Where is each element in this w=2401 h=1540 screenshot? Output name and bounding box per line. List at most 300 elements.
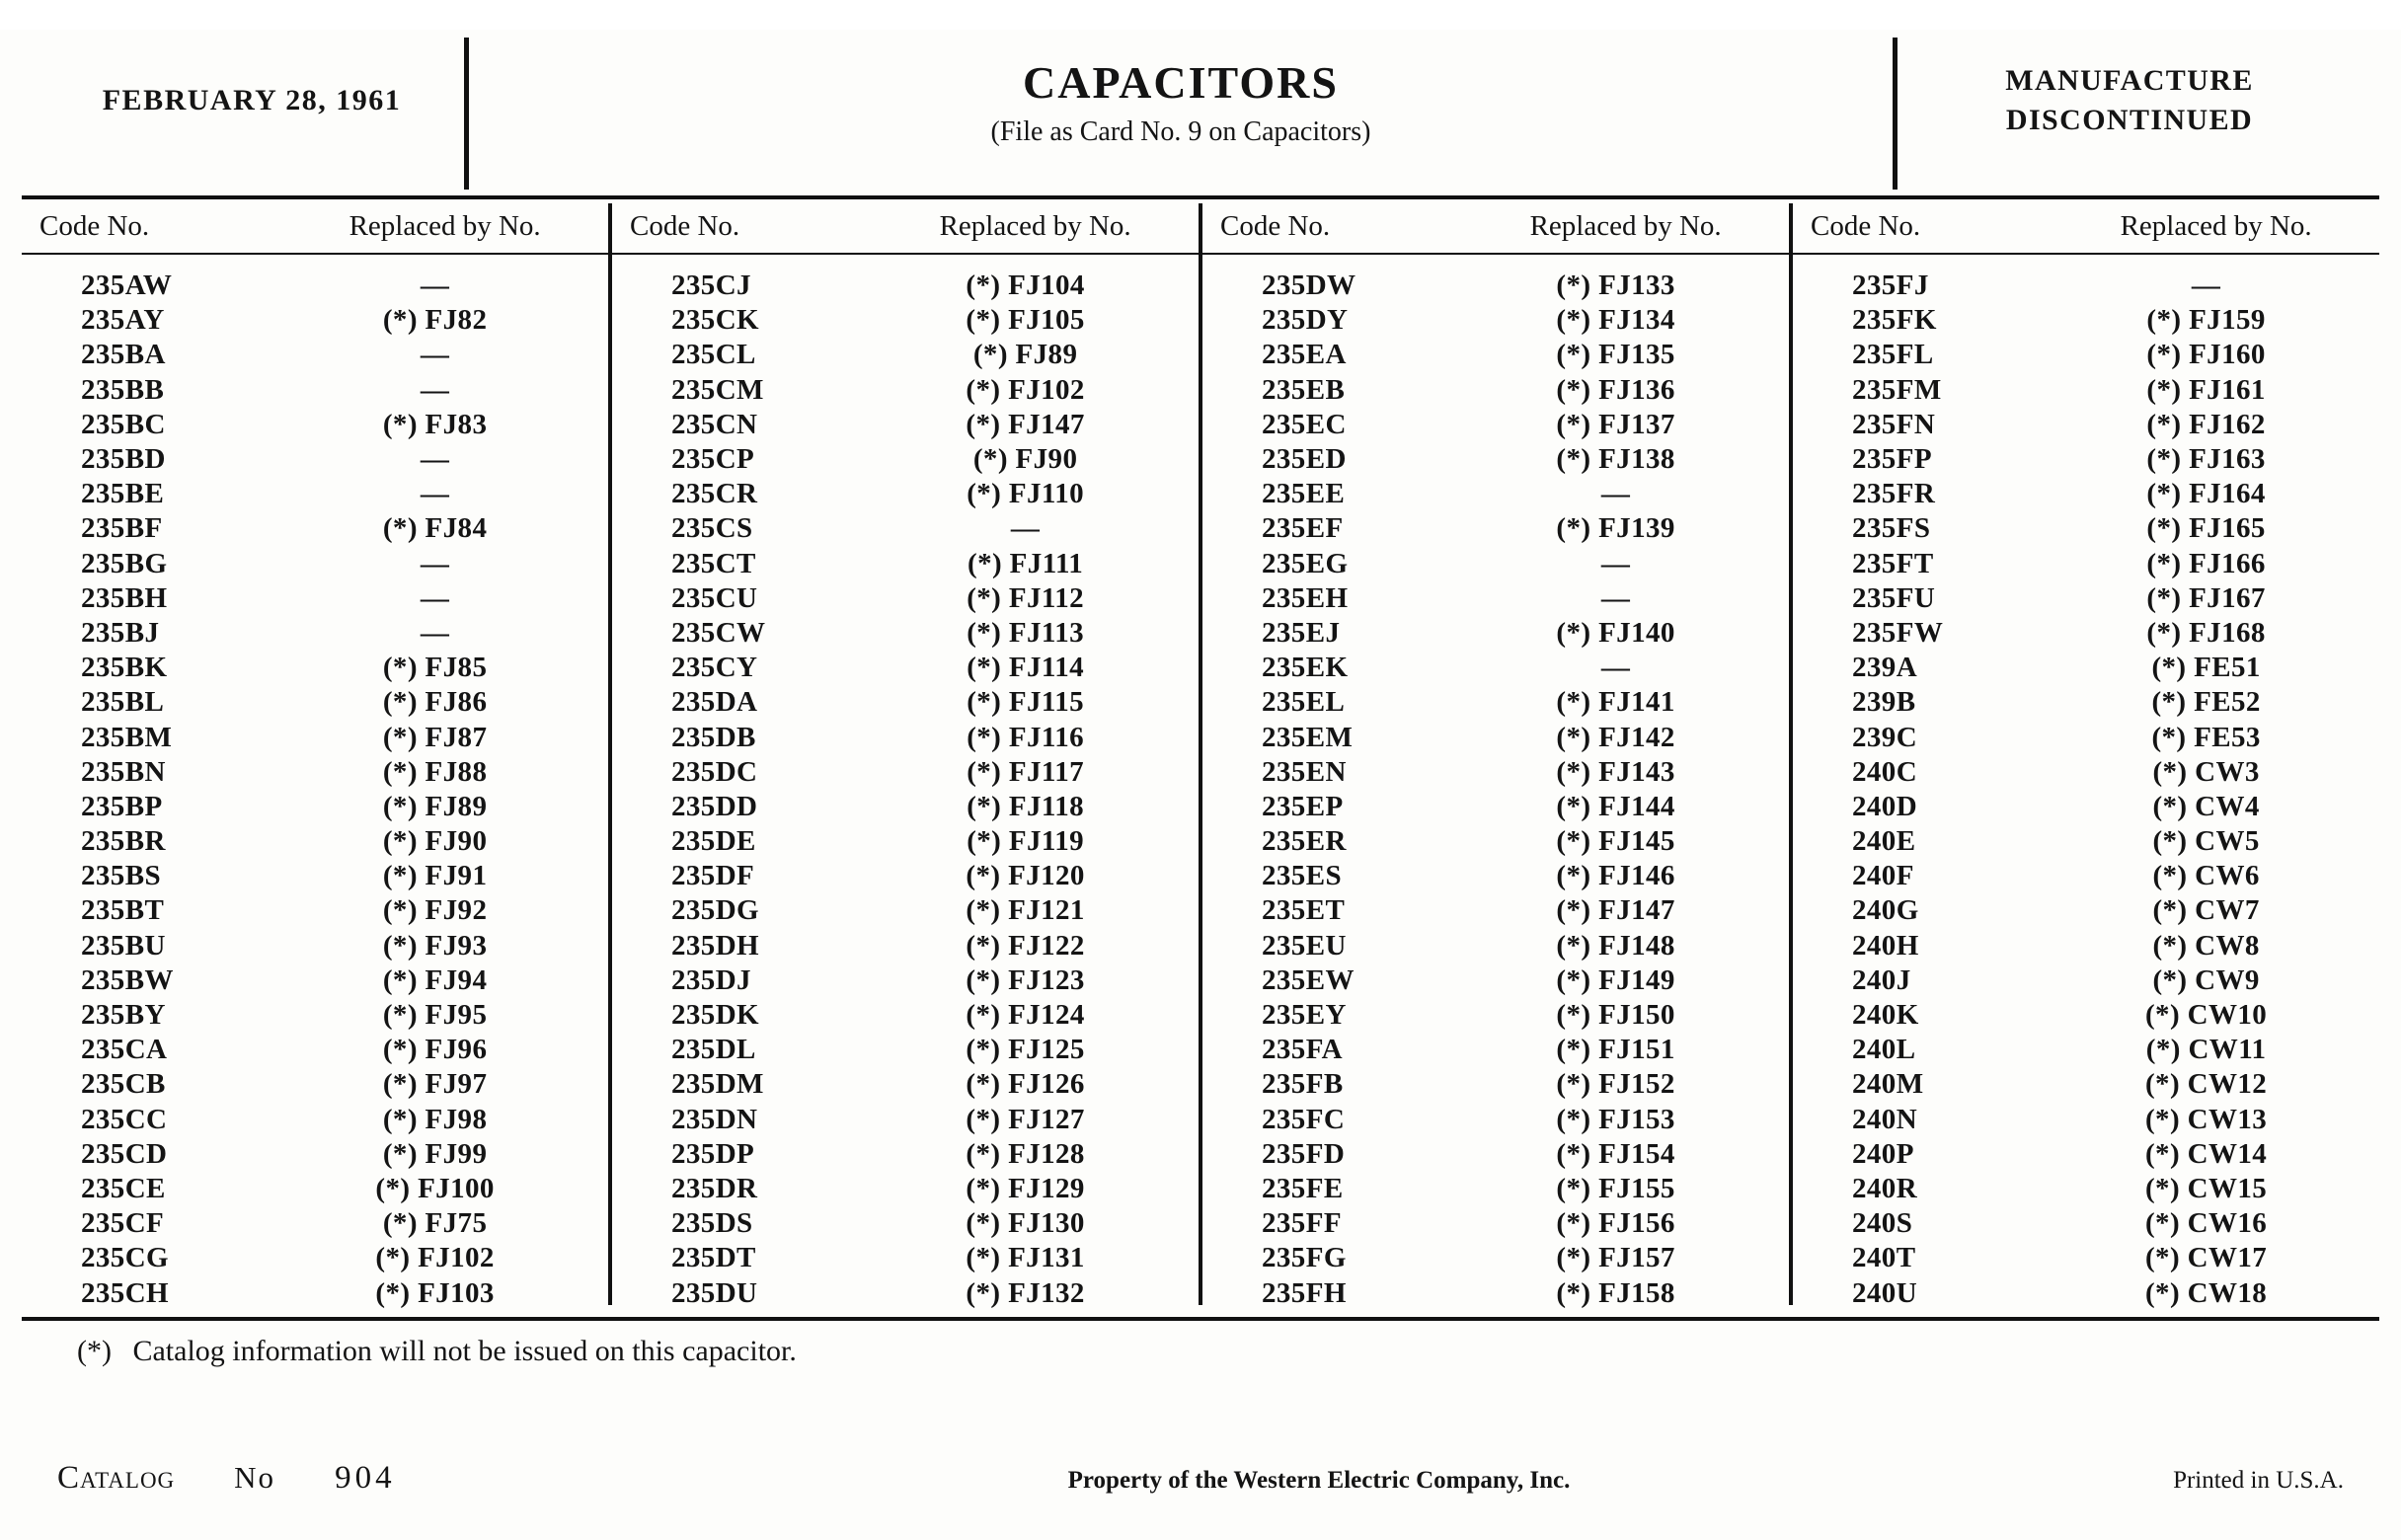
- cell-replaced-by-no: (*) FJ97: [382, 1068, 488, 1101]
- code-table: [22, 199, 2379, 1311]
- cell-code-no: 240E: [1852, 825, 1916, 858]
- cell-code-no: 235ES: [1262, 860, 1342, 892]
- cell-replaced-by-no: (*) FJ90: [382, 825, 488, 858]
- cell-code-no: 235CU: [671, 581, 758, 614]
- cell-code-no: 235FG: [1262, 1242, 1347, 1274]
- footnote-marker: (*): [77, 1334, 112, 1367]
- cell-replaced-by-no: (*) FJ137: [1556, 408, 1675, 440]
- cell-replaced-by-no: (*) CW7: [2152, 894, 2260, 927]
- cell-replaced-by-no: (*) CW14: [2145, 1137, 2268, 1170]
- table-row: [1793, 893, 2379, 928]
- table-row: [22, 1067, 608, 1102]
- table-row: [1202, 651, 1789, 685]
- cell-code-no: 235BB: [81, 373, 165, 406]
- column-header-replaced: Replaced by No.: [2120, 209, 2312, 242]
- page-subtitle: (File as Card No. 9 on Capacitors): [990, 116, 1371, 147]
- cell-code-no: 235BA: [81, 339, 166, 371]
- cell-replaced-by-no: (*) FJ84: [382, 512, 488, 545]
- cell-replaced-by-no: (*) FJ164: [2146, 478, 2266, 510]
- table-row: [612, 790, 1199, 824]
- table-row: [1202, 1275, 1789, 1310]
- cell-code-no: 235CC: [81, 1103, 168, 1135]
- cell-replaced-by-no: (*) FJ132: [966, 1276, 1085, 1309]
- column-header-code: Code No.: [630, 209, 740, 242]
- property-notice: Property of the Western Electric Company, Inc.: [1067, 1467, 1571, 1494]
- table-row: [612, 442, 1199, 477]
- cell-code-no: 235FW: [1852, 616, 1944, 649]
- cell-code-no: 235EN: [1262, 755, 1347, 788]
- cell-replaced-by-no: (*) FJ120: [966, 860, 1085, 892]
- cell-replaced-by-no: (*) CW16: [2145, 1207, 2268, 1240]
- cell-code-no: 240J: [1852, 963, 1911, 996]
- cell-replaced-by-no: (*) FJ75: [382, 1207, 488, 1240]
- table-row: [22, 1033, 608, 1067]
- table-row: [612, 1137, 1199, 1172]
- cell-replaced-by-no: (*) CW6: [2152, 860, 2260, 892]
- cell-replaced-by-no: (*) FJ144: [1556, 790, 1675, 822]
- cell-code-no: 235FD: [1262, 1137, 1346, 1170]
- cell-code-no: 235CB: [81, 1068, 166, 1101]
- table-row: [1202, 1103, 1789, 1137]
- catalog-number: 904: [335, 1460, 396, 1496]
- cell-code-no: 239A: [1852, 652, 1918, 684]
- table-row: [612, 1103, 1199, 1137]
- table-row: [1202, 373, 1789, 408]
- table-row: [1793, 616, 2379, 651]
- table-row: [612, 755, 1199, 790]
- table-row: [22, 893, 608, 928]
- cell-code-no: 240S: [1852, 1207, 1913, 1240]
- table-row: [612, 1275, 1199, 1310]
- cell-code-no: 235DY: [1262, 304, 1349, 337]
- table-row: [1793, 859, 2379, 893]
- table-row: [1202, 442, 1789, 477]
- table-row: [612, 824, 1199, 859]
- table-row: [22, 998, 608, 1033]
- cell-replaced-by-no: (*) FJ123: [966, 963, 1085, 996]
- cell-code-no: 235DC: [671, 755, 758, 788]
- cell-code-no: 235BK: [81, 652, 168, 684]
- cell-replaced-by-no: (*) FJ87: [382, 721, 488, 753]
- table-row: [612, 547, 1199, 581]
- cell-replaced-by-no: (*) FJ93: [382, 929, 488, 962]
- cell-code-no: 235EL: [1262, 686, 1346, 719]
- cell-code-no: 235FE: [1262, 1172, 1344, 1204]
- cell-code-no: 235DS: [671, 1207, 753, 1240]
- cell-code-no: 235AY: [81, 304, 165, 337]
- cell-replaced-by-no: (*) FJ113: [967, 616, 1084, 649]
- cell-code-no: 235EE: [1262, 478, 1346, 510]
- cell-code-no: 235CJ: [671, 270, 751, 302]
- table-row: [1202, 720, 1789, 754]
- cell-code-no: 235ET: [1262, 894, 1346, 927]
- table-row: [1202, 616, 1789, 651]
- cell-code-no: 235CH: [81, 1276, 169, 1309]
- cell-replaced-by-no: (*) FJ138: [1556, 443, 1675, 476]
- cell-replaced-by-no: (*) FJ159: [2146, 304, 2266, 337]
- cell-replaced-by-no: (*) FJ102: [375, 1242, 495, 1274]
- table-row: [1202, 1067, 1789, 1102]
- cell-replaced-by-no: (*) FJ99: [382, 1137, 488, 1170]
- column-header-2: [612, 199, 1199, 253]
- table-row: [612, 963, 1199, 998]
- cell-replaced-by-no: (*) FJ110: [967, 478, 1084, 510]
- card-header: [39, 30, 2362, 195]
- table-row: [1202, 929, 1789, 963]
- table-row: [22, 1137, 608, 1172]
- table-row: [22, 338, 608, 372]
- table-row: [22, 1241, 608, 1275]
- table-row: [1793, 408, 2379, 442]
- cell-code-no: 235EF: [1262, 512, 1344, 545]
- table-row: [1793, 303, 2379, 338]
- cell-code-no: 235FH: [1262, 1276, 1347, 1309]
- table-row: [1793, 1103, 2379, 1137]
- cell-replaced-by-no: (*) FJ166: [2146, 547, 2266, 579]
- status-line-2: DISCONTINUED: [2005, 104, 2254, 136]
- cell-replaced-by-no: (*) FJ168: [2146, 616, 2266, 649]
- cell-code-no: 240H: [1852, 929, 1919, 962]
- cell-replaced-by-no: (*) FJ124: [966, 999, 1085, 1032]
- column-header-code: Code No.: [1811, 209, 1921, 242]
- cell-replaced-by-no: (*) FJ104: [966, 270, 1085, 302]
- table-row: [22, 442, 608, 477]
- cell-code-no: 235CS: [671, 512, 753, 545]
- table-row: [612, 859, 1199, 893]
- cell-code-no: 235FM: [1852, 373, 1942, 406]
- column-rows-4: [1793, 255, 2379, 1311]
- cell-code-no: 235FR: [1852, 478, 1936, 510]
- cell-code-no: 235DM: [671, 1068, 764, 1101]
- card-footer: [0, 1460, 2401, 1497]
- cell-code-no: 235EK: [1262, 652, 1349, 684]
- cell-replaced-by-no: (*) FE52: [2151, 686, 2261, 719]
- table-row: [1202, 963, 1789, 998]
- cell-code-no: 235EC: [1262, 408, 1347, 440]
- cell-code-no: 235CF: [81, 1207, 165, 1240]
- cell-code-no: 235BN: [81, 755, 166, 788]
- cell-code-no: 235FL: [1852, 339, 1934, 371]
- cell-replaced-by-no: (*) FJ125: [966, 1034, 1085, 1066]
- cell-replaced-by-no: (*) FJ105: [966, 304, 1085, 337]
- cell-code-no: 235BG: [81, 547, 168, 579]
- cell-replaced-by-no: (*) FJ98: [382, 1103, 488, 1135]
- cell-code-no: 235BU: [81, 929, 166, 962]
- cell-replaced-by-no: (*) FJ162: [2146, 408, 2266, 440]
- table-row: [1793, 511, 2379, 546]
- table-row: [22, 720, 608, 754]
- cell-replaced-by-no: (*) FJ158: [1556, 1276, 1675, 1309]
- cell-code-no: 235DG: [671, 894, 759, 927]
- table-row: [1793, 373, 2379, 408]
- cell-replaced-by-no: (*) FJ115: [967, 686, 1084, 719]
- cell-code-no: 235FP: [1852, 443, 1932, 476]
- cell-replaced-by-no: (*) CW8: [2152, 929, 2260, 962]
- cell-code-no: 235CP: [671, 443, 755, 476]
- cell-replaced-by-no: —: [420, 339, 450, 371]
- cell-code-no: 235FN: [1852, 408, 1936, 440]
- cell-replaced-by-no: (*) FJ102: [966, 373, 1085, 406]
- cell-code-no: 235EM: [1262, 721, 1354, 753]
- table-row: [1202, 824, 1789, 859]
- cell-code-no: 235CD: [81, 1137, 168, 1170]
- table-row: [1793, 998, 2379, 1033]
- cell-code-no: 235DF: [671, 860, 755, 892]
- cell-replaced-by-no: —: [2191, 270, 2221, 302]
- cell-code-no: 235FK: [1852, 304, 1937, 337]
- cell-replaced-by-no: (*) FJ131: [966, 1242, 1085, 1274]
- table-row: [1202, 511, 1789, 546]
- catalog-card-page: [0, 30, 2401, 1540]
- cell-replaced-by-no: (*) FE51: [2151, 652, 2261, 684]
- cell-code-no: 235CY: [671, 652, 758, 684]
- cell-replaced-by-no: (*) FJ121: [966, 894, 1085, 927]
- cell-code-no: 240K: [1852, 999, 1919, 1032]
- table-row: [22, 1172, 608, 1206]
- table-row: [22, 651, 608, 685]
- cell-replaced-by-no: (*) FJ152: [1556, 1068, 1675, 1101]
- column-header-1: [22, 199, 608, 253]
- cell-replaced-by-no: (*) CW15: [2145, 1172, 2268, 1204]
- table-row: [22, 511, 608, 546]
- cell-replaced-by-no: (*) FJ103: [375, 1276, 495, 1309]
- cell-code-no: 235CK: [671, 304, 759, 337]
- table-row: [1793, 269, 2379, 303]
- cell-code-no: 235DN: [671, 1103, 758, 1135]
- cell-code-no: 235DE: [671, 825, 756, 858]
- table-row: [1202, 1172, 1789, 1206]
- cell-code-no: 235FF: [1262, 1207, 1342, 1240]
- cell-replaced-by-no: (*) FJ85: [382, 652, 488, 684]
- cell-code-no: 235BD: [81, 443, 166, 476]
- footnote: [22, 1335, 2379, 1368]
- cell-code-no: 240G: [1852, 894, 1919, 927]
- table-row: [22, 929, 608, 963]
- cell-replaced-by-no: (*) FJ111: [968, 547, 1084, 579]
- table-bottom-rule: [22, 1317, 2379, 1321]
- cell-code-no: 235CL: [671, 339, 756, 371]
- table-row: [612, 338, 1199, 372]
- cell-code-no: 235DJ: [671, 963, 751, 996]
- cell-code-no: 235DK: [671, 999, 759, 1032]
- cell-replaced-by-no: —: [420, 478, 450, 510]
- table-row: [1793, 685, 2379, 720]
- cell-replaced-by-no: (*) FJ90: [972, 443, 1078, 476]
- cell-code-no: 240L: [1852, 1034, 1916, 1066]
- cell-code-no: 235BR: [81, 825, 166, 858]
- cell-code-no: 235CM: [671, 373, 764, 406]
- cell-replaced-by-no: —: [1600, 581, 1631, 614]
- cell-replaced-by-no: —: [420, 270, 450, 302]
- cell-code-no: 235CW: [671, 616, 766, 649]
- cell-code-no: 235AW: [81, 270, 173, 302]
- table-row: [612, 408, 1199, 442]
- table-row: [22, 859, 608, 893]
- table-row: [22, 616, 608, 651]
- table-row: [1202, 1033, 1789, 1067]
- cell-code-no: 235CE: [81, 1172, 166, 1204]
- table-row: [1202, 998, 1789, 1033]
- table-row: [612, 893, 1199, 928]
- table-row: [22, 581, 608, 616]
- cell-replaced-by-no: (*) FJ145: [1556, 825, 1675, 858]
- printed-notice: Printed in U.S.A.: [2173, 1467, 2344, 1494]
- cell-replaced-by-no: (*) FJ118: [967, 790, 1084, 822]
- table-row: [22, 1206, 608, 1241]
- cell-code-no: 235FJ: [1852, 270, 1929, 302]
- table-row: [612, 1241, 1199, 1275]
- cell-replaced-by-no: (*) FJ91: [382, 860, 488, 892]
- table-row: [612, 303, 1199, 338]
- column-rows-3: [1202, 255, 1789, 1311]
- cell-replaced-by-no: (*) FJ128: [966, 1137, 1085, 1170]
- table-row: [1202, 790, 1789, 824]
- table-row: [612, 269, 1199, 303]
- cell-code-no: 235CG: [81, 1242, 169, 1274]
- table-row: [1793, 824, 2379, 859]
- cell-code-no: 235BP: [81, 790, 163, 822]
- table-row: [612, 929, 1199, 963]
- table-row: [1202, 477, 1789, 511]
- table-row: [1793, 651, 2379, 685]
- table-row: [22, 685, 608, 720]
- cell-code-no: 240C: [1852, 755, 1918, 788]
- table-row: [22, 408, 608, 442]
- status-line-1: MANUFACTURE: [2005, 63, 2254, 97]
- cell-code-no: 240M: [1852, 1068, 1924, 1101]
- cell-code-no: 235DT: [671, 1242, 756, 1274]
- table-row: [22, 303, 608, 338]
- cell-replaced-by-no: (*) FJ155: [1556, 1172, 1675, 1204]
- table-row: [1793, 547, 2379, 581]
- cell-replaced-by-no: (*) FJ122: [966, 929, 1085, 962]
- table-row: [612, 1067, 1199, 1102]
- cell-code-no: 235EY: [1262, 999, 1347, 1032]
- cell-replaced-by-no: (*) FJ151: [1556, 1034, 1675, 1066]
- table-row: [1202, 303, 1789, 338]
- table-row: [612, 651, 1199, 685]
- table-row: [22, 1103, 608, 1137]
- cell-replaced-by-no: (*) FJ167: [2146, 581, 2266, 614]
- table-row: [1793, 477, 2379, 511]
- cell-replaced-by-no: —: [420, 616, 450, 649]
- table-row: [1793, 929, 2379, 963]
- cell-code-no: 239B: [1852, 686, 1916, 719]
- table-row: [22, 1275, 608, 1310]
- cell-code-no: 235FC: [1262, 1103, 1346, 1135]
- table-column-4: [1793, 199, 2379, 1311]
- cell-replaced-by-no: (*) FJ96: [382, 1034, 488, 1066]
- cell-replaced-by-no: (*) FJ94: [382, 963, 488, 996]
- table-row: [1793, 1275, 2379, 1310]
- table-row: [1793, 581, 2379, 616]
- table-row: [1793, 1172, 2379, 1206]
- cell-replaced-by-no: (*) FJ154: [1556, 1137, 1675, 1170]
- table-row: [1202, 755, 1789, 790]
- cell-code-no: 235EW: [1262, 963, 1355, 996]
- table-row: [1202, 859, 1789, 893]
- cell-replaced-by-no: (*) FJ161: [2146, 373, 2266, 406]
- cell-replaced-by-no: (*) CW9: [2152, 963, 2260, 996]
- cell-replaced-by-no: (*) FJ157: [1556, 1242, 1675, 1274]
- cell-replaced-by-no: (*) FJ160: [2146, 339, 2266, 371]
- table-row: [612, 1206, 1199, 1241]
- table-row: [22, 547, 608, 581]
- cell-code-no: 235CT: [671, 547, 756, 579]
- cell-code-no: 240U: [1852, 1276, 1918, 1309]
- cell-replaced-by-no: (*) FJ83: [382, 408, 488, 440]
- table-row: [1202, 893, 1789, 928]
- table-row: [22, 790, 608, 824]
- table-row: [1202, 685, 1789, 720]
- cell-replaced-by-no: (*) FJ146: [1556, 860, 1675, 892]
- cell-replaced-by-no: (*) FJ139: [1556, 512, 1675, 545]
- table-row: [1793, 442, 2379, 477]
- cell-code-no: 235EG: [1262, 547, 1349, 579]
- column-header-code: Code No.: [39, 209, 150, 242]
- cell-code-no: 235DH: [671, 929, 759, 962]
- cell-replaced-by-no: (*) FJ126: [966, 1068, 1085, 1101]
- cell-code-no: 240F: [1852, 860, 1914, 892]
- cell-code-no: 235DD: [671, 790, 758, 822]
- table-row: [612, 616, 1199, 651]
- table-column-3: [1202, 199, 1789, 1311]
- cell-code-no: 235CA: [81, 1034, 168, 1066]
- column-header-replaced: Replaced by No.: [1529, 209, 1722, 242]
- cell-replaced-by-no: (*) CW4: [2152, 790, 2260, 822]
- column-header-4: [1793, 199, 2379, 253]
- column-header-replaced: Replaced by No.: [939, 209, 1131, 242]
- cell-replaced-by-no: (*) CW11: [2145, 1034, 2267, 1066]
- cell-replaced-by-no: (*) FJ136: [1556, 373, 1675, 406]
- page-title: CAPACITORS: [1023, 56, 1339, 108]
- cell-replaced-by-no: (*) FJ100: [375, 1172, 495, 1204]
- cell-code-no: 240P: [1852, 1137, 1914, 1170]
- cell-code-no: 235EU: [1262, 929, 1347, 962]
- cell-code-no: 240T: [1852, 1242, 1916, 1274]
- cell-replaced-by-no: (*) FJ140: [1556, 616, 1675, 649]
- issue-date: FEBRUARY 28, 1961: [102, 84, 402, 116]
- table-column-1: [22, 199, 608, 1311]
- cell-replaced-by-no: (*) FJ147: [1556, 894, 1675, 927]
- table-row: [1793, 963, 2379, 998]
- cell-replaced-by-no: (*) FJ88: [382, 755, 488, 788]
- cell-replaced-by-no: —: [1600, 478, 1631, 510]
- cell-replaced-by-no: (*) FJ150: [1556, 999, 1675, 1032]
- cell-replaced-by-no: —: [420, 547, 450, 579]
- cell-code-no: 235EP: [1262, 790, 1344, 822]
- cell-replaced-by-no: (*) FJ156: [1556, 1207, 1675, 1240]
- cell-code-no: 235ER: [1262, 825, 1347, 858]
- table-row: [22, 824, 608, 859]
- cell-replaced-by-no: (*) FJ114: [967, 652, 1084, 684]
- cell-code-no: 235DL: [671, 1034, 756, 1066]
- catalog-label: Catalog: [57, 1460, 176, 1496]
- table-row: [1793, 1137, 2379, 1172]
- catalog-no-label: No: [234, 1460, 276, 1495]
- cell-replaced-by-no: (*) FJ82: [382, 304, 488, 337]
- cell-replaced-by-no: —: [420, 443, 450, 476]
- table-row: [1793, 338, 2379, 372]
- cell-code-no: 235DB: [671, 721, 756, 753]
- cell-replaced-by-no: (*) FJ129: [966, 1172, 1085, 1204]
- cell-code-no: 235BM: [81, 721, 173, 753]
- cell-code-no: 235FA: [1262, 1034, 1344, 1066]
- cell-code-no: 235ED: [1262, 443, 1347, 476]
- table-row: [1793, 790, 2379, 824]
- cell-code-no: 235BY: [81, 999, 166, 1032]
- cell-code-no: 235BL: [81, 686, 165, 719]
